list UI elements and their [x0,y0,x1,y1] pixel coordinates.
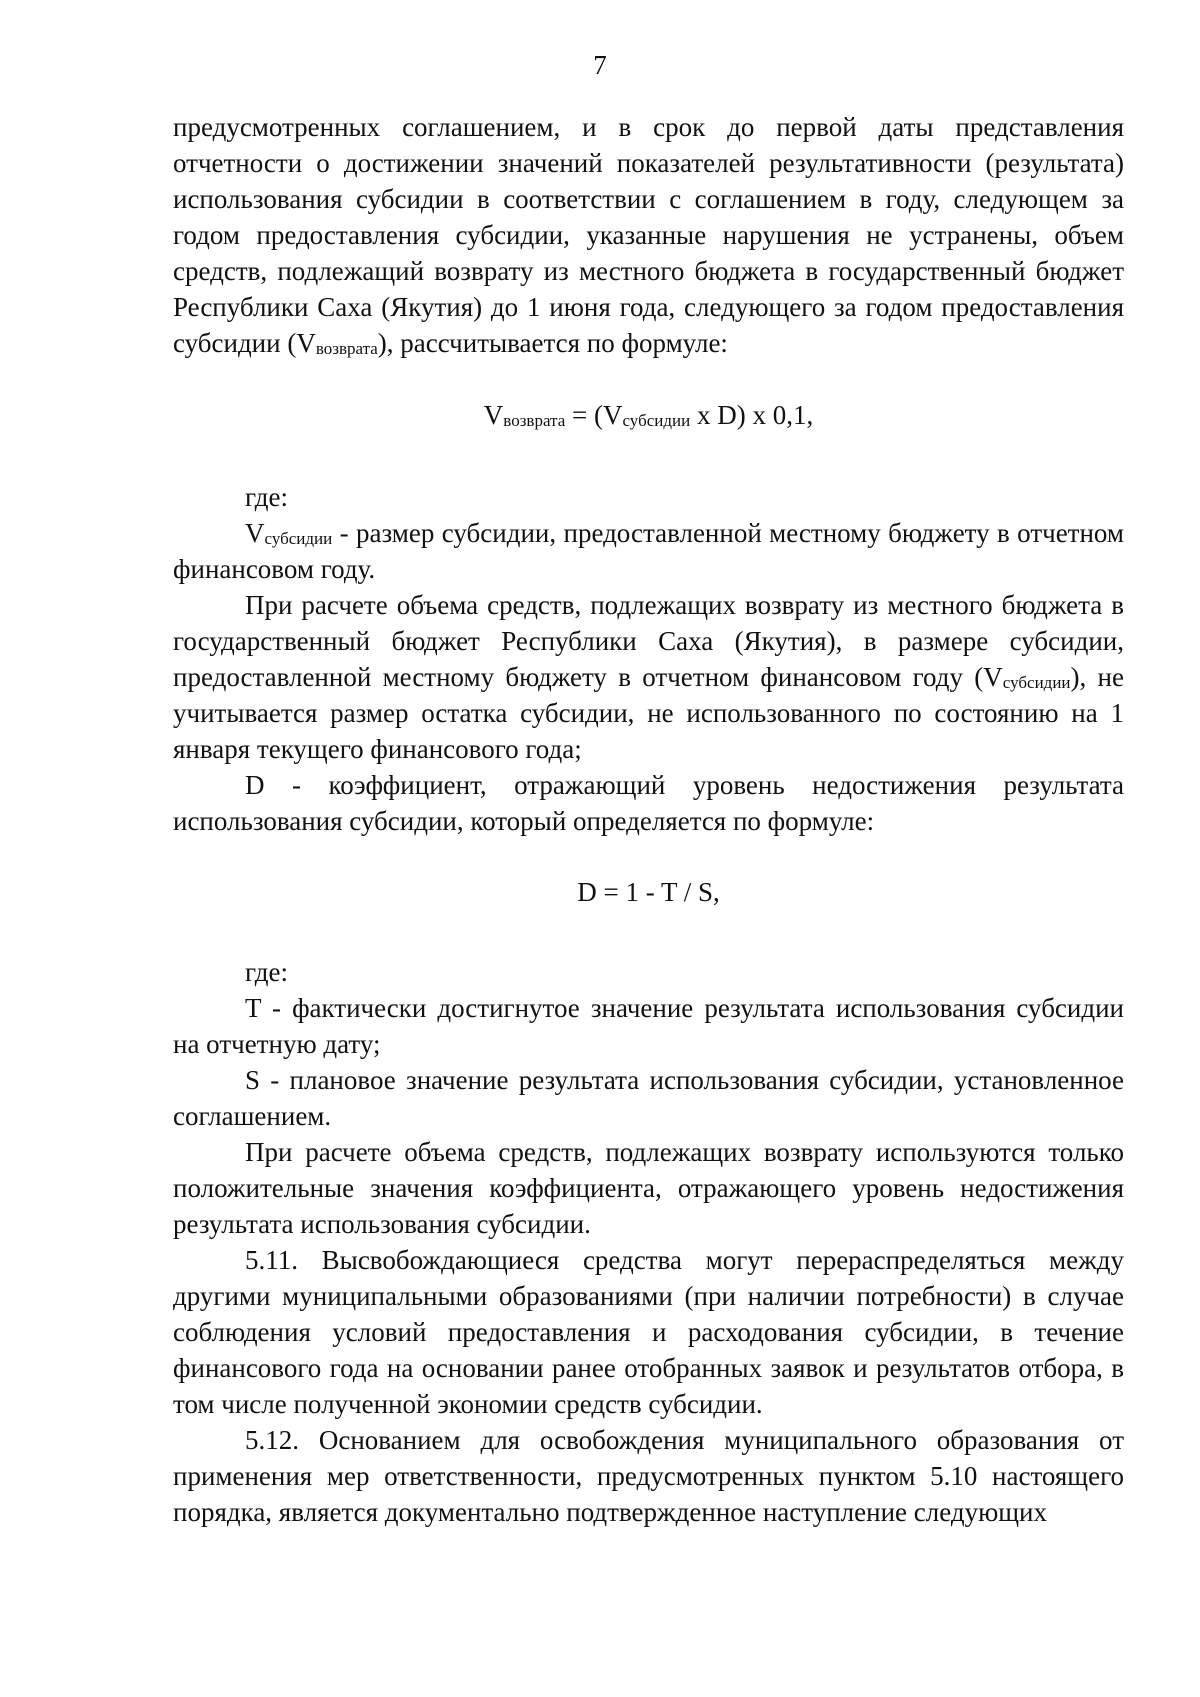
document-body [173,109,1124,1530]
d-formula: D = 1 - T / S, [577,877,720,907]
intro-text: предусмотренных соглашением, и в срок до первой даты представления отчетности о достижении значений показателей результативности (результата) использования субсидии в соответствии с соглашением в году, следующем за годом предоставления субсидии, указанные нарушения не устранены, объем средств, подлежащий возврату из местного бюджета в государственный бюджет Республики Саха (Якутия) до 1 июня года, следующего за годом предоставления субсидии (V [173,112,1124,358]
s-definition: S - плановое значение результата использования субсидии, установленное соглашением. [173,1065,1124,1131]
v-symbol: V [245,518,265,548]
intro-subscript: возврата [315,339,378,358]
calculation-note-text: При расчете объема средств, подлежащих возврату из местного бюджета в государственный бюджет Республики Саха (Якутия), в размере субсидии, предоставленной местному бюджету в отчетном финансовом году (V [173,590,1124,692]
return-formula [173,397,1124,433]
formula-end: x D) x 0,1, [690,400,814,430]
v-definition-text: - размер субсидии, предоставленной местному бюджету в отчетном финансовом году. [173,518,1124,584]
v-subsidy-definition [173,515,1124,587]
v-subscript: субсидии [264,529,333,548]
page-number: 7 [593,50,607,80]
formula-sub-subsidy: субсидии [622,411,691,430]
clause-5-12: 5.12. Основанием для освобождения муниципального образования от применения мер ответственности, предусмотренных пунктом 5.10 настоящего порядка, является документально подтвержденное наступление следующих [173,1425,1124,1527]
calculation-note-subscript: субсидии [1002,673,1071,692]
formula-middle: = (V [565,400,623,430]
t-definition: T - фактически достигнутое значение результата использования субсидии на отчетную дату; [173,993,1124,1059]
calculation-note [173,587,1124,767]
positive-values-note: При расчете объема средств, подлежащих возврату используются только положительные значения коэффициента, отражающего уровень недостижения результата использования субсидии. [173,1137,1124,1239]
calculation-note-end: ), не учитывается размер остатка субсидии, не использованного по состоянию на 1 января текущего финансового года; [173,662,1124,764]
clause-5-11: 5.11. Высвобождающиеся средства могут перераспределяться между другими муниципальными образованиями (при наличии потребности) в случае соблюдения условий предоставления и расходования субсидии, в течение финансового года на основании ранее отобранных заявок и результатов отбора, в том числе полученной экономии средств субсидии. [173,1245,1124,1419]
formula-sub-return: возврата [503,411,566,430]
formula-v: V [483,400,504,430]
intro-text-end: ), рассчитывается по формуле: [377,328,728,358]
where-label-1: где: [245,482,288,512]
intro-paragraph [173,109,1124,361]
where-label-2: где: [245,957,288,987]
d-definition: D - коэффициент, отражающий уровень недостижения результата использования субсидии, который определяется по формуле: [173,770,1124,836]
